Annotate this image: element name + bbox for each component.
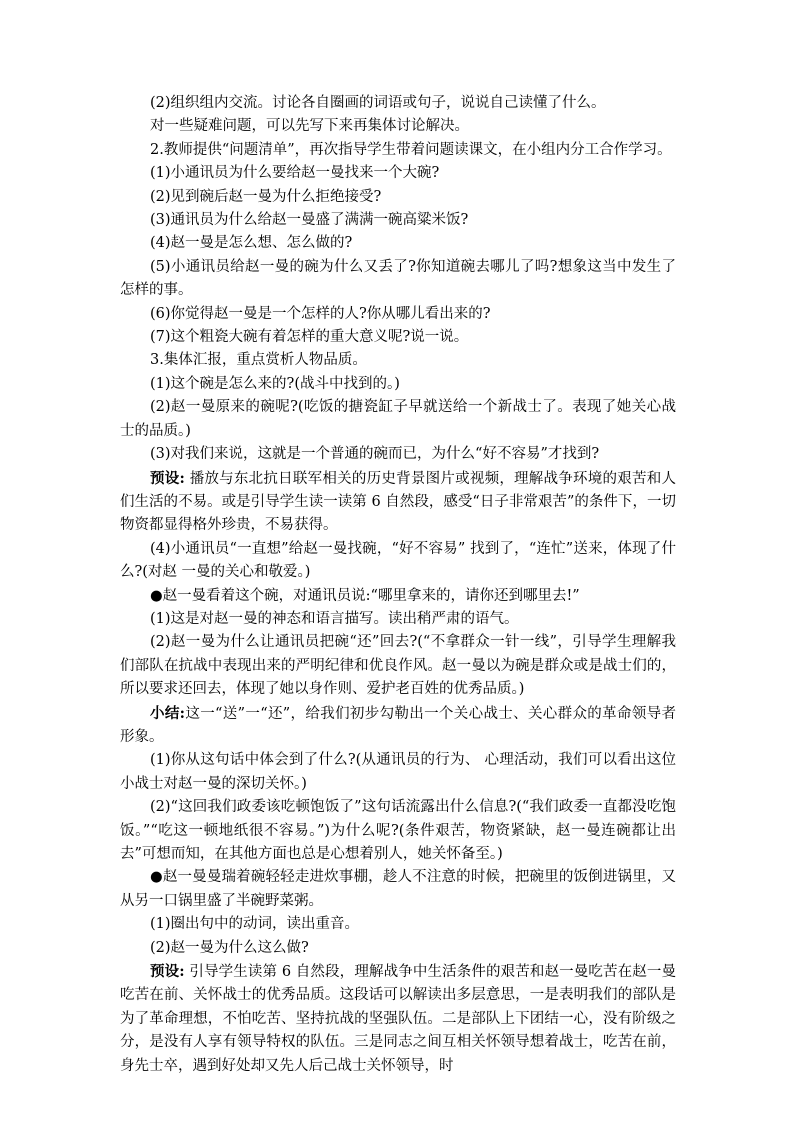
paragraph: ●赵一曼看着这个碗，对通讯员说:“哪里拿来的，请你还到哪里去!” [150,587,580,604]
paragraph: (6)你觉得赵一曼是一个怎样的人?你从哪儿看出来的? [150,305,491,322]
paragraph: (2)“这回我们政委该吃顿饱饭了”这句话流露出什么信息?(“我们政委一直都没吃饱饭。”“吃这一顿地纸很不容易。”)为什么呢?(条件艰苦，物资紧缺，赵一曼连碗都让出去”可想而知，在其他方面也总是心想着别人，她关怀备至。) [120,799,676,862]
paragraph-label: 小结: [150,704,186,722]
paragraph: (4)赵一曼是怎么想、怎么做的? [150,235,353,252]
paragraph: (3)对我们来说，这就是一个普通的碗而已，为什么“好不容易”才找到? [150,446,600,463]
paragraph: 对一些疑难问题，可以先写下来再集体讨论解决。 [150,118,469,135]
paragraph-label: 预设: [150,469,185,487]
paragraph: (7)这个粗瓷大碗有着怎样的重大意义呢?说一说。 [150,329,469,346]
paragraph: (2)赵一曼为什么让通讯员把碗“还”回去?(“不拿群众一针一线”，引导学生理解我们部队在抗战中表现出来的严明纪律和优良作风。赵一曼以为碗是群众或是战士们的，所以要求还回去，体现了她以身作则、爱护老百姓的优秀品质。) [120,634,676,698]
paragraph: (2)赵一曼原来的碗呢?(吃饭的搪瓷缸子早就送给一个新战士了。表现了她关心战士的品质。) [120,399,676,439]
labeled-paragraph [120,960,676,1078]
paragraph-text: 引导学生读第 6 自然段，理解战争中生活条件的艰苦和赵一曼吃苦在赵一曼吃苦在前、关怀战士的优秀品质。这段话可以解读出多层意思，一是表明我们的部队是为了革命理想，不怕吃苦、坚持抗战的坚强队伍。二是部队上下团结一心，没有阶级之分，是没有人享有领导特权的队伍。三是同志之间互相关怀领导想着战士，吃苦在前，身先士卒，遇到好处却又先人后己战士关怀领导，时 [120,964,676,1074]
paragraph: (3)通讯员为什么给赵一曼盛了满满一碗高粱米饭? [150,212,469,229]
paragraph: (2)组织组内交流。讨论各自圈画的词语或句子，说说自己读懂了什么。 [150,95,606,111]
paragraph: (2)赵一曼为什么这么做? [150,939,309,956]
paragraph: (1)你从这句话中体会到了什么?(从通讯员的行为、 心理活动，我们可以看出这位小战士对赵一曼的深切关怀。) [120,752,676,792]
paragraph: (2)见到碗后赵一曼为什么拒绝接受? [150,188,382,205]
paragraph: (4)小通讯员“一直想”给赵一曼找碗，“好不容易” 找到了，“连忙”送来，体现了什么?(对赵 一曼的关心和敬爱。) [120,540,676,581]
paragraph-text: 播放与东北抗日联军相关的历史背景图片或视频，理解战争环境的艰苦和人们生活的不易。或是引导学生读一读第 6 自然段，感受“日子非常艰苦”的条件下，一切物资都显得格外珍贵，不易获得。 [120,470,676,534]
paragraph: (1)这是对赵一曼的神态和语言描写。读出稍严肃的语气。 [150,610,519,627]
paragraph-label: 预设: [150,963,185,981]
paragraph: 3.集体汇报，重点赏析人物品质。 [150,352,367,369]
paragraph: (1)圈出句中的动词，读出重音。 [150,916,360,933]
paragraph-text: 这一“送”一“还”，给我们初步勾勒出一个关心战士、关心群众的革命领导者形象。 [120,705,676,745]
paragraph: (5)小通讯员给赵一曼的碗为什么又丢了?你知道碗去哪儿了吗?想象这当中发生了怎样的事。 [120,258,676,299]
paragraph: (1)小通讯员为什么要给赵一曼找来一个大碗? [150,165,440,182]
paragraph: ●赵一曼曼瑞着碗轻轻走进炊事棚，趁人不注意的时候，把碗里的饭倒进锅里，又从另一口锅里盛了半碗野菜粥。 [120,869,676,909]
labeled-paragraph [120,467,676,538]
document-page [120,92,676,1078]
labeled-paragraph [120,702,676,750]
paragraph: 2.教师提供“问题清单”，再次指导学生带着问题读课文，在小组内分工合作学习。 [150,141,672,158]
paragraph: (1)这个碗是怎么来的?(战斗中找到的。) [150,375,400,392]
